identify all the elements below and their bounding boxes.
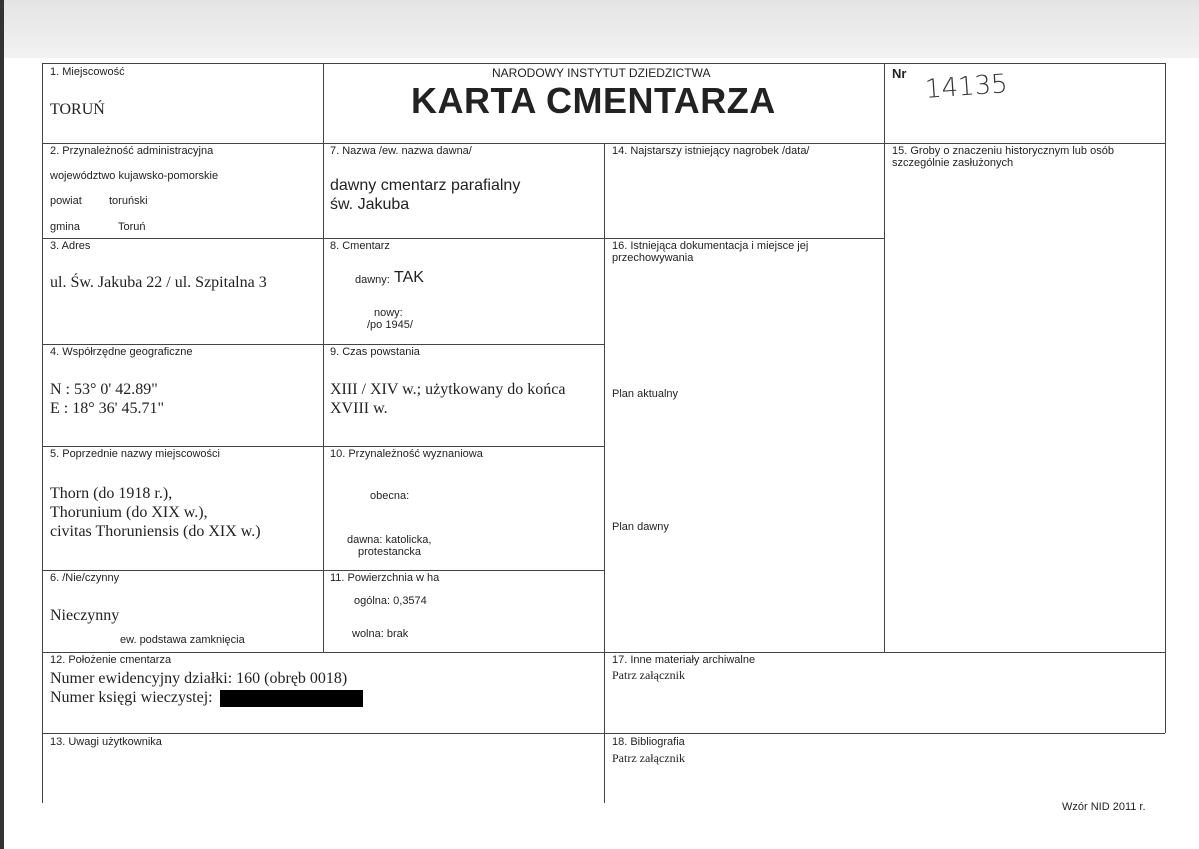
field-16-label: 16. Istniejąca dokumentacja i miejsce jej	[612, 240, 809, 252]
field-18-label: 18. Bibliografia	[612, 736, 685, 748]
field-5-label: 5. Poprzednie nazwy miejscowości	[50, 448, 220, 460]
field-10-label: 10. Przynależność wyznaniowa	[330, 448, 483, 460]
previous-name: Thorunium (do XIX w.),	[50, 504, 208, 521]
field-11-label: 11. Powierzchnia w ha	[330, 572, 440, 584]
field-2-label: 2. Przynależność administracyjna	[50, 145, 214, 157]
field-1-label: 1. Miejscowość	[50, 66, 125, 78]
parcel-number: Numer ewidencyjny działki: 160 (obręb 0018)	[50, 670, 348, 687]
field-18-value: Patrz załącznik	[612, 751, 685, 765]
field-12-label: 12. Położenie cmentarza	[50, 654, 172, 666]
nr-label: Nr	[892, 66, 907, 81]
previous-name: Thorn (do 1918 r.),	[50, 485, 173, 502]
institute-name: NARODOWY INSTYTUT DZIEDZICTWA	[492, 66, 711, 80]
plan-old: Plan dawny	[612, 521, 669, 533]
field-3-label: 3. Adres	[50, 240, 91, 252]
plan-current: Plan aktualny	[612, 388, 679, 400]
dawna-value-2: protestancka	[358, 546, 421, 558]
dawny-value: TAK	[394, 269, 424, 286]
field-15-label-2: szczególnie zasłużonych	[892, 157, 1014, 169]
dawny-label: dawny:	[355, 274, 390, 286]
founding-time: XIII / XIV w.; użytkowany do końca	[330, 381, 566, 398]
founding-time: XVIII w.	[330, 400, 388, 417]
field-6-sub: ew. podstawa zamknięcia	[120, 634, 245, 646]
field-15-label: 15. Groby o znaczeniu historycznym lub osób	[892, 145, 1114, 157]
field-17-label: 17. Inne materiały archiwalne	[612, 654, 756, 666]
field-6-value: Nieczynny	[50, 607, 120, 624]
area-total: ogólna: 0,3574	[354, 595, 427, 607]
previous-name: civitas Thoruniensis (do XIX w.)	[50, 523, 261, 540]
nowy-sub: /po 1945/	[367, 319, 413, 331]
gmina-value: Toruń	[118, 221, 146, 233]
gmina-label: gmina	[50, 221, 80, 233]
cemetery-name: św. Jakuba	[330, 196, 410, 213]
redaction-bar	[220, 690, 363, 707]
form-title: KARTA CMENTARZA	[411, 80, 776, 121]
field-16-label-2: przechowywania	[612, 252, 694, 264]
latitude: N : 53° 0' 42.89"	[50, 381, 158, 398]
field-7-label: 7. Nazwa /ew. nazwa dawna/	[330, 145, 472, 157]
obecna-label: obecna:	[370, 490, 410, 502]
longitude: E : 18° 36' 45.71"	[50, 400, 165, 417]
field-8-label: 8. Cmentarz	[330, 240, 390, 252]
form-version: Wzór NID 2011 r.	[1062, 801, 1146, 813]
powiat-value: toruński	[109, 195, 148, 207]
field-13-label: 13. Uwagi użytkownika	[50, 736, 162, 748]
field-17-value: Patrz załącznik	[612, 668, 685, 682]
field-1-value: TORUŃ	[50, 101, 105, 118]
field-3-value: ul. Św. Jakuba 22 / ul. Szpitalna 3	[50, 274, 267, 291]
nowy-label: nowy:	[374, 307, 403, 319]
cemetery-name: dawny cmentarz parafialny	[330, 177, 521, 194]
powiat-label: powiat	[50, 195, 82, 207]
field-9-label: 9. Czas powstania	[330, 346, 420, 358]
land-register-label: Numer księgi wieczystej:	[50, 689, 213, 706]
field-6-label: 6. /Nie/czynny	[50, 572, 120, 584]
area-free: wolna: brak	[352, 628, 409, 640]
scan-margin	[0, 0, 1199, 58]
wojewodztwo: województwo kujawsko-pomorskie	[50, 170, 219, 182]
field-14-label: 14. Najstarszy istniejący nagrobek /data/	[612, 145, 810, 157]
field-4-label: 4. Współrzędne geograficzne	[50, 346, 193, 358]
nr-value: 14135	[924, 69, 1009, 105]
scan-edge	[0, 0, 4, 849]
dawna-value: dawna: katolicka,	[347, 534, 432, 546]
